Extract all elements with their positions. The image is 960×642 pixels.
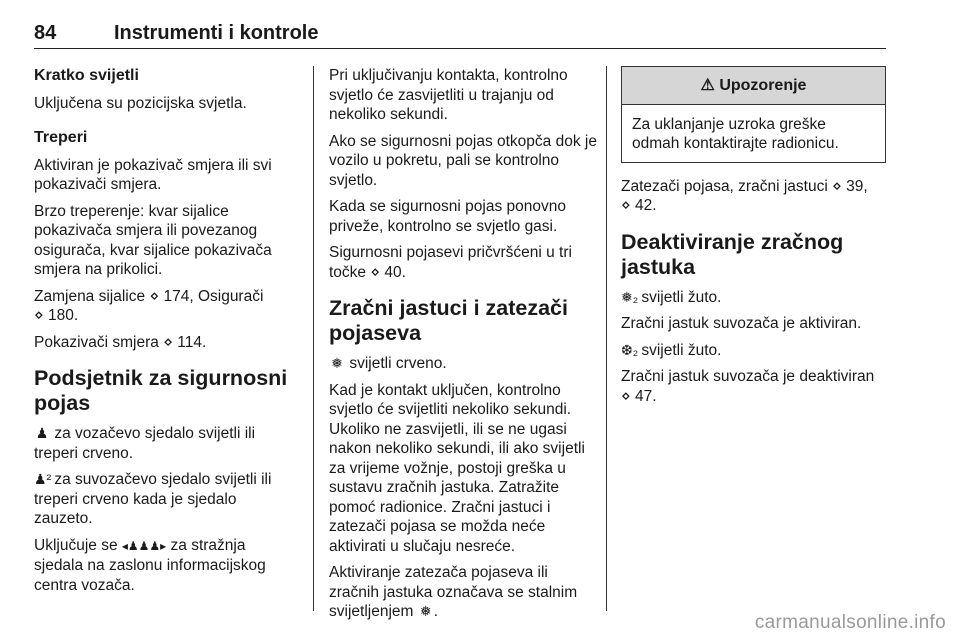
heading-deaktiviranje: Deaktiviranje zračnog jastuka [621,229,844,279]
page-reference-link[interactable]: 180. [48,307,79,324]
seatbelt-icon: ♟ [35,425,49,441]
page-header [34,20,886,49]
page-reference-link[interactable]: 39, [846,177,868,195]
paragraph: Zamjena sijalice ⋄ 174, Osigurači ⋄ 180. [34,287,264,324]
reference-arrow-icon: ⋄ [149,287,160,305]
reference-arrow-icon: ⋄ [163,333,173,351]
airbag-icon: ❅ [331,355,343,371]
page-reference-link[interactable]: 174, Osigurači [163,287,264,305]
airbag-on-icon: ❅₂ [621,288,639,305]
paragraph: Brzo treperenje: kvar sijalice pokazivača smjera ili povezanog osigurača, kvar sijalice pokazivača smjera na prikolici. [34,202,272,278]
page-reference-link[interactable]: 40. [384,263,406,281]
reference-arrow-icon: ⋄ [370,263,381,281]
paragraph: ♟² za suvozačevo sjedalo svijetli ili treperi crveno kada je sjedalo zauzeto. [34,471,272,527]
warning-text: Za uklanjanje uzroka greške odmah kontaktirajte radionicu. [632,115,839,152]
page-reference-link[interactable]: 42. [635,197,657,214]
paragraph: Ako se sigurnosni pojas otkopča dok je vozilo u pokretu, pali se kontrolno svjetlo. [329,132,597,189]
reference-arrow-icon: ⋄ [34,307,44,324]
column-2 [329,66,597,629]
heading-podsjetnik: Podsjetnik za sigurnosni pojas [34,366,288,415]
paragraph: Uključena su pozicijska svjetla. [34,95,247,112]
heading-kratko-svijetli: Kratko svijetli [34,67,139,84]
page-reference-link[interactable]: 47. [635,387,657,405]
paragraph: Pokazivači smjera ⋄ 114. [34,333,207,351]
paragraph: Aktiviranje zatezača pojaseva ili zračnih jastuka označava se stalnim svijetljenjem ❅ . [329,564,578,620]
paragraph: ❅ svijetli crveno. [329,354,597,374]
paragraph: Zračni jastuk suvozača je aktiviran. [621,315,862,332]
paragraph: Pri uključivanju kontakta, kontrolno svjetlo će zasvijetliti u trajanju od nekoliko sekundi. [329,67,568,123]
paragraph: Zatezači pojasa, zračni jastuci ⋄ 39, ⋄ 42. [621,177,868,214]
column-divider-2 [606,66,607,611]
paragraph: ♟ za vozačevo sjedalo svijetli ili treperi crveno. [34,425,256,462]
column-divider-1 [313,66,314,611]
rear-seatbelt-icon: ◂♟♟♟▸ [121,538,167,553]
warning-title: Upozorenje [719,77,807,94]
heading-zracni-jastuci: Zračni jastuci i zatezači pojaseva [329,296,568,345]
reference-arrow-icon: ⋄ [832,177,842,195]
chapter-title: Instrumenti i kontrole [114,22,319,44]
airbag-off-icon: ❆₂ [621,341,639,358]
column-1 [34,66,296,602]
paragraph: ❅₂ svijetli žuto. [621,288,722,306]
seatbelt-passenger-icon: ♟² [34,471,52,487]
airbag-icon: ❅ [419,603,432,619]
warning-box [621,66,886,163]
reference-arrow-icon: ⋄ [621,387,631,405]
paragraph: Sigurnosni pojasevi pričvršćeni u tri točke ⋄ 40. [329,244,572,281]
page-number: 84 [34,22,57,44]
paragraph: Kada se sigurnosni pojas ponovno priveže, kontrolno se svjetlo gasi. [329,198,566,235]
warning-icon: ⚠ [700,77,715,94]
watermark: carmanualsonline.info [754,612,946,633]
reference-arrow-icon: ⋄ [621,197,631,214]
paragraph: Zračni jastuk suvozača je deaktiviran ⋄ 47. [621,368,875,405]
paragraph: Uključuje se ◂♟♟♟▸ za stražnja sjedala na zaslonu informacijskog centra vozača. [34,536,266,594]
paragraph: ❆₂ svijetli žuto. [621,341,722,359]
column-3 [621,66,886,413]
page-reference-link[interactable]: 114. [177,333,207,351]
paragraph: Aktiviran je pokazivač smjera ili svi pokazivači smjera. [34,156,272,193]
paragraph: Kad je kontakt uključen, kontrolno svjetlo će svijetliti nekoliko sekundi. Ukoliko ne zasvijetli, ili se ne ugasi nakon nekoliko sekundi, ili ako svijetli za vrijeme vožnje, postoji greška u sustavu zračnih jastuka. Zatražite pomoć radionice. Zračni jastuci i zatezači pojasa se možda neće aktivirati u slučaju nesreće. [329,381,585,555]
warning-header [622,67,885,105]
heading-treperi: Treperi [34,128,88,146]
